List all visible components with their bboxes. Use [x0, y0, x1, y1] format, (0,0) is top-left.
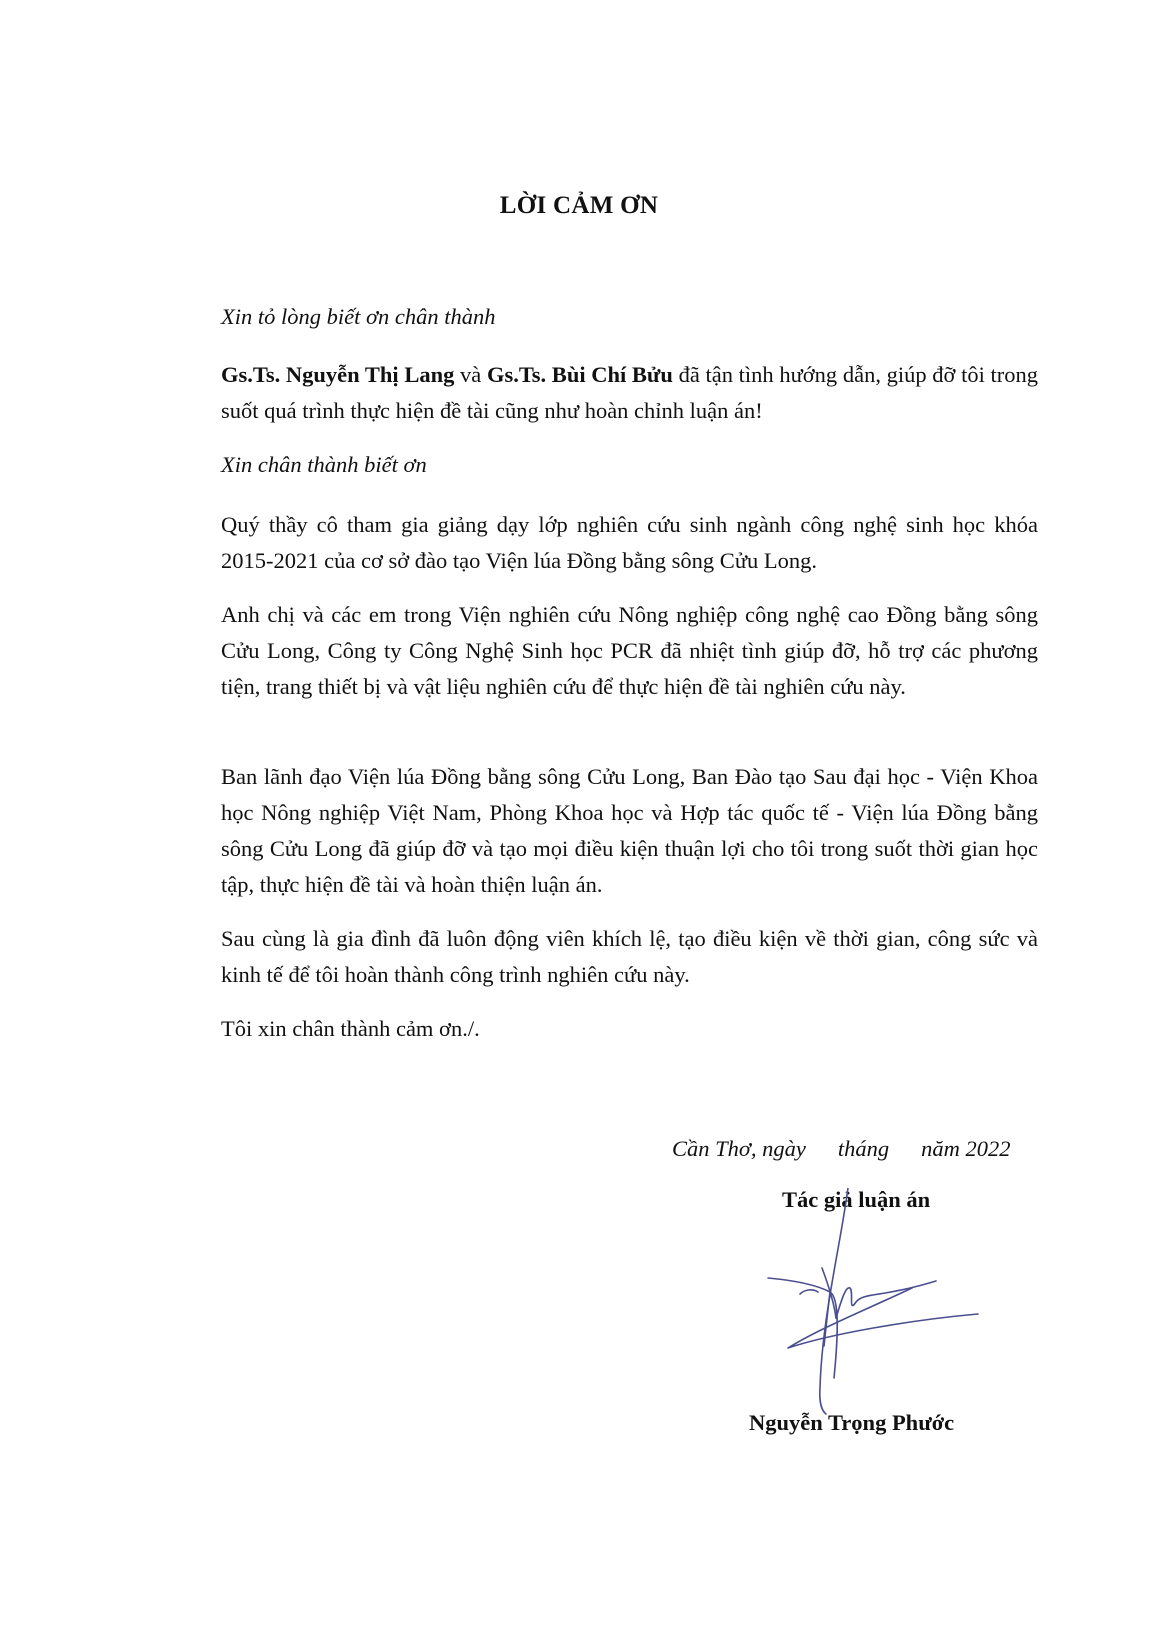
- signature-image: [760, 1188, 1000, 1418]
- date-year: năm 2022: [921, 1136, 1011, 1161]
- intro-line-2: Xin chân thành biết ơn: [221, 452, 427, 477]
- supervisor-conjunction: và: [454, 362, 487, 387]
- paragraph-teachers: Quý thầy cô tham gia giảng dạy lớp nghiên cứu sinh ngành công nghệ sinh học khóa 2015-2021 của cơ sở đào tạo Viện lúa Đồng bằng sông Cửu Long.: [221, 512, 1038, 573]
- page-title: LỜI CẢM ƠN: [499, 192, 659, 219]
- paragraph-institutions: Ban lãnh đạo Viện lúa Đồng bằng sông Cửu Long, Ban Đào tạo Sau đại học - Viện Khoa học Nông nghiệp Việt Nam, Phòng Khoa học và Hợp tác quốc tế - Viện lúa Đồng bằng sông Cửu Long đã giúp đỡ và tạo mọi điều kiện thuận lợi cho tôi trong suốt thời gian học tập, thực hiện đề tài và hoàn thiện luận án.: [221, 764, 1038, 897]
- paragraph-family: Sau cùng là gia đình đã luôn động viên khích lệ, tạo điều kiện về thời gian, công sức và kinh tế để tôi hoàn thành công trình nghiên cứu này.: [221, 926, 1038, 987]
- supervisors-paragraph: [221, 357, 1038, 429]
- date-place-day: Cần Thơ, ngày: [672, 1136, 806, 1161]
- supervisor-name-2: Gs.Ts. Bùi Chí Bửu: [486, 362, 673, 387]
- date-month: tháng: [837, 1136, 890, 1161]
- author-name: Nguyễn Trọng Phước: [749, 1410, 955, 1435]
- author-label: Tác giả luận án: [782, 1187, 931, 1212]
- intro-line-1: Xin tỏ lòng biết ơn chân thành: [221, 304, 496, 329]
- supervisor-name-1: Gs.Ts. Nguyễn Thị Lang: [221, 362, 455, 387]
- supervisor-rest: đã tận tình hướng dẫn, giúp đỡ tôi trong suốt quá trình thực hiện đề tài cũng như hoàn chỉnh luận án!: [221, 362, 1039, 423]
- paragraph-colleagues: Anh chị và các em trong Viện nghiên cứu Nông nghiệp công nghệ cao Đồng bằng sông Cửu Long, Công ty Công Nghệ Sinh học PCR đã nhiệt tình giúp đỡ, hỗ trợ các phương tiện, trang thiết bị và vật liệu nghiên cứu để thực hiện đề tài nghiên cứu này.: [221, 602, 1038, 699]
- date-line: [672, 1134, 1011, 1164]
- closing-line: Tôi xin chân thành cảm ơn./.: [221, 1016, 480, 1041]
